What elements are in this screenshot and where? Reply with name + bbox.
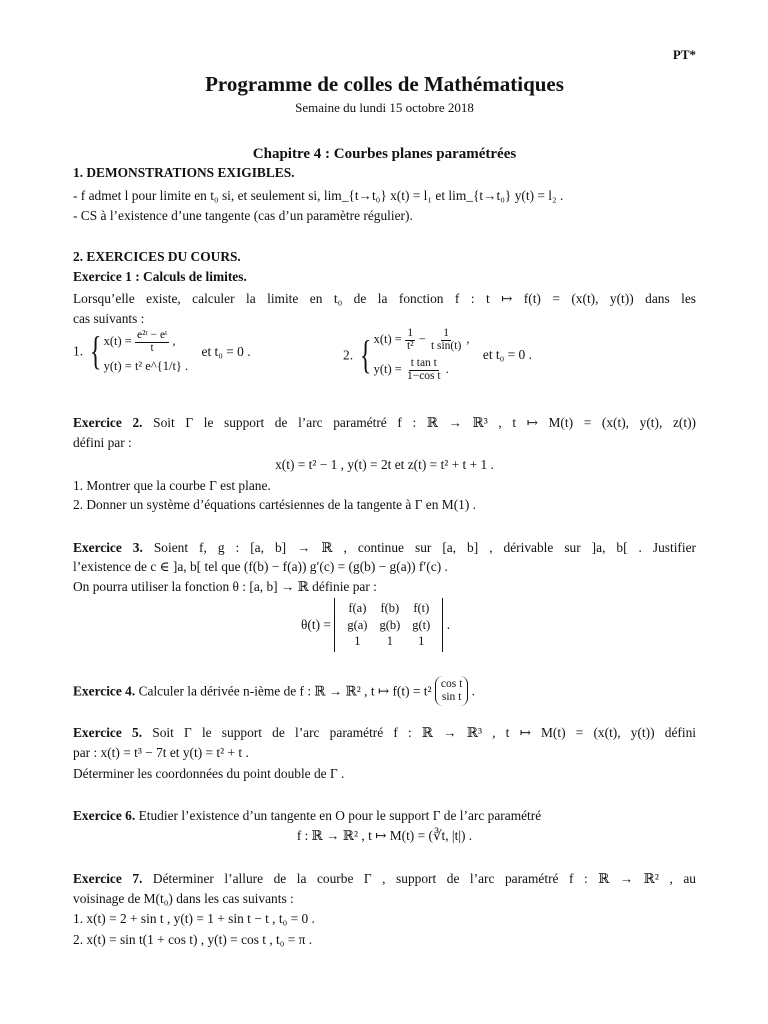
ex5-line3: Déterminer les coordonnées du point double de Γ . (73, 766, 345, 781)
ex1-case1 (73, 330, 251, 373)
ex2-q2: 2. Donner un système d’équations cartésiennes de la tangente à Γ en M(1) . (73, 497, 477, 512)
case2-y-line: y(t) = $\frac{\text{t tan t}}{\text{1−cos t}}$ . (373, 357, 449, 382)
chapter-title: Chapitre 4 : Courbes planes paramétrées (252, 146, 517, 162)
ex1-title: Exercice 1 : Calculs de limites. (73, 269, 247, 284)
ex2-equation: x(t) = t² − 1 , y(t) = 2t et z(t) = t² + t + 1 . (275, 457, 494, 472)
case1-x-line: x(t) = $\frac{\text{e²ᵗ − eᵗ}}{t}$ , (103, 329, 176, 354)
case2-system (356, 328, 469, 382)
case2-condition: et t₀ = 0 . (482, 347, 532, 363)
brace-icon: { (90, 328, 102, 374)
ex2-line1: Exercice 2. Soit Γ le support de l’arc paramétré f : ℝ → ℝ³ , t ↦ M(t) = (x(t), y(t), z(t)) (73, 415, 696, 430)
ex7-label: Exercice 7. (73, 871, 143, 886)
theta-lhs: θ(t) = (301, 617, 331, 633)
ex5-label: Exercice 5. (73, 725, 143, 740)
brace-icon: { (360, 332, 372, 377)
ex5-line2: par : x(t) = t³ − 7t et y(t) = t² + t . (73, 745, 249, 760)
ex4-label: Exercice 4. (73, 683, 136, 699)
exercices-heading: 2. EXERCICES DU COURS. (73, 249, 241, 264)
ex3-label: Exercice 3. (73, 540, 143, 555)
case2-label: 2. (343, 347, 354, 363)
ex1-case2 (343, 328, 532, 382)
case1-system (86, 330, 188, 373)
ex6-line2: f : ℝ → ℝ² , t ↦ M(t) = (∛t, |t|) . (296, 828, 473, 843)
ex1-intro-line1: Lorsqu’elle existe, calculer la limite en t₀ de la fonction f : t ↦ f(t) = (x(t), y(t)) dans les (73, 291, 696, 306)
ex3-line3: On pourra utiliser la fonction θ : [a, b] → ℝ définie par : (73, 579, 377, 594)
page-title: Programme de colles de Mathématiques (205, 72, 564, 96)
document-page (73, 0, 696, 1024)
ex7-line2: voisinage de M(t₀) dans les cas suivants : (73, 891, 294, 906)
case1-x-fraction: $\frac{\text{e²ᵗ − eᵗ}}{t}$ (136, 329, 168, 354)
ex2-q1: 1. Montrer que la courbe Γ est plane. (73, 478, 271, 493)
case2-x-line: x(t) = $\frac{1}{\text{t²}}$ − $\frac{1}{\text{t sin(t)}}$ , (373, 327, 470, 352)
ex7-q2: 2. x(t) = sin t(1 + cos t) , y(t) = cos t , t₀ = π . (73, 932, 313, 947)
case1-condition: et t₀ = 0 . (201, 343, 251, 359)
demo-item-1: - f admet l pour limite en t₀ si, et seulement si, lim_{t→t₀} x(t) = l₁ et lim_{t→t₀} y(t) = l₂ . (73, 188, 564, 203)
ex4-line: Exercice 4. Calculer la dérivée n-ième de f : ℝ → ℝ² , t ↦ f(t) = t² cos t sin t . (73, 676, 475, 706)
class-tag: PT* (672, 47, 696, 62)
ex3-line2: l’existence de c ∈ ]a, b[ tel que (f(b) − f(a)) g′(c) = (g(b) − g(a)) f′(c) . (73, 559, 448, 574)
ex7-q1: 1. x(t) = 2 + sin t , y(t) = 1 + sin t − t , t₀ = 0 . (73, 911, 315, 926)
demos-heading: 1. DEMONSTRATIONS EXIGIBLES. (73, 165, 295, 180)
case1-y-line: y(t) = t² e^{1/t} . (103, 359, 189, 373)
demo-item-2: - CS à l’existence d’une tangente (cas d’un paramètre régulier). (73, 208, 413, 223)
case1-label: 1. (73, 343, 84, 359)
ex7-line1: Exercice 7. Déterminer l’allure de la courbe Γ , support de l’arc paramétré f : ℝ → ℝ² , au (73, 871, 696, 886)
week-subtitle: Semaine du lundi 15 octobre 2018 (295, 100, 474, 115)
ex2-label: Exercice 2. (73, 415, 143, 430)
column-vector: cos t sin t (435, 676, 468, 706)
ex1-intro-line2: cas suivants : (73, 311, 145, 326)
ex6-line1: Exercice 6. Etudier l’existence d’un tangente en O pour le support Γ de l’arc paramétré (73, 808, 542, 823)
ex6-label: Exercice 6. (73, 808, 136, 823)
determinant: f(a) f(b) f(t) g(a) g(b) g(t) 1 1 1 (334, 598, 443, 652)
ex3-line1: Exercice 3. Soient f, g : [a, b] → ℝ , continue sur [a, b] , dérivable sur ]a, b[ . Justifier (73, 540, 696, 555)
ex3-theta-def: θ(t) = f(a) f(b) f(t) g(a) g(b) g(t) 1 1 1 . (301, 598, 450, 652)
ex5-line1: Exercice 5. Soit Γ le support de l’arc paramétré f : ℝ → ℝ³ , t ↦ M(t) = (x(t), y(t)) défini (73, 725, 696, 740)
ex2-line2: défini par : (73, 435, 132, 450)
